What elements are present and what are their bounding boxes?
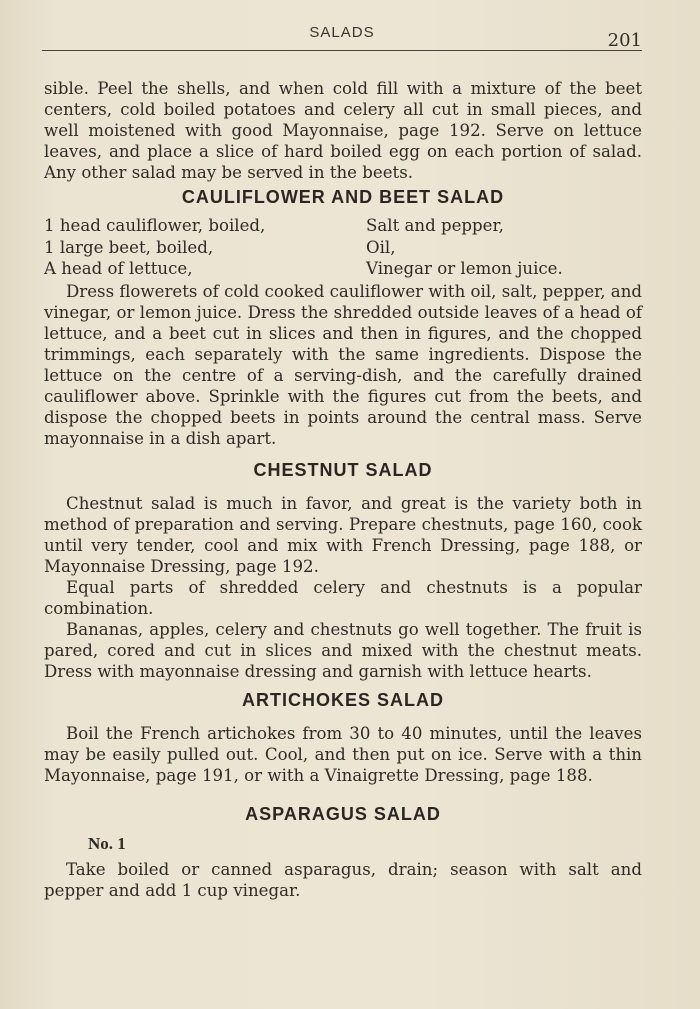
- artichokes-directions: Boil the French artichokes from 30 to 40 minutes, until the leaves may be easily pulled out. Cool, and then put on ice. Serve with a thin Mayonnaise, page 191, or with a Vinaigrette Dressing, page 188.: [44, 723, 642, 785]
- ingredient-item: Salt and pepper,: [366, 216, 504, 235]
- ingredients-left-column: [44, 215, 366, 280]
- ingredient-item: A head of lettuce,: [44, 259, 193, 278]
- chestnut-paragraph: Chestnut salad is much in favor, and great is the variety both in method of preparation and serving. Prepare chestnuts, page 160, cook until very tender, cool and mix with French Dressing, page 188, or Mayonnaise Dressing, page 192.: [44, 493, 642, 576]
- cauliflower-ingredients: [44, 215, 642, 280]
- intro-paragraph: sible. Peel the shells, and when cold fill with a mixture of the beet centers, cold boiled potatoes and celery all cut in small pieces, and well moistened with good Mayonnaise, page 192. Serve on lettuce leaves, and place a slice of hard boiled egg on each portion of salad. Any other salad may be served in the beets.: [44, 79, 642, 182]
- ingredient-item: Oil,: [366, 237, 396, 257]
- cauliflower-directions: Dress flowerets of cold cooked cauliflower with oil, salt, pepper, and vinegar, or lemon juice. Dress the shredded outside leaves of a head of lettuce, and a beet cut in slices and then in figures, and the chopped trimmings, each separately with the same ingredients. Dispose the lettuce on the centre of a serving-dish, and the carefully drained cauliflower above. Sprinkle with the figures cut from the beets, and dispose the chopped beets in points around the central mass. Serve mayonnaise in a dish apart.: [44, 281, 642, 448]
- asparagus-subtitle: No. 1: [88, 833, 126, 853]
- ingredients-right-column: [366, 215, 642, 280]
- ingredient-item: Vinegar or lemon juice.: [366, 259, 563, 278]
- asparagus-directions: Take boiled or canned asparagus, drain; season with salt and pepper and add 1 cup vinegar.: [44, 859, 642, 900]
- asparagus-salad-title: ASPARAGUS SALAD: [245, 803, 441, 824]
- artichokes-salad-title: ARTICHOKES SALAD: [241, 689, 444, 710]
- chestnut-salad-title: CHESTNUT SALAD: [253, 459, 433, 480]
- page-number: 201: [607, 30, 642, 51]
- ingredient-item: 1 large beet, boiled,: [44, 237, 214, 257]
- running-head: SALADS: [309, 24, 375, 41]
- header-rule: [42, 50, 642, 51]
- cauliflower-salad-title: CAULIFLOWER AND BEET SALAD: [181, 187, 505, 207]
- chestnut-paragraph: Bananas, apples, celery and chestnuts go well together. The fruit is pared, cored and cut in slices and mixed with the chestnut meats. Dress with mayonnaise dressing and garnish with lettuce hearts.: [44, 619, 642, 681]
- page-content: [44, 78, 642, 901]
- ingredient-item: 1 head cauliflower, boiled,: [44, 216, 266, 235]
- chestnut-paragraph: Equal parts of shredded celery and chestnuts is a popular combination.: [44, 577, 642, 618]
